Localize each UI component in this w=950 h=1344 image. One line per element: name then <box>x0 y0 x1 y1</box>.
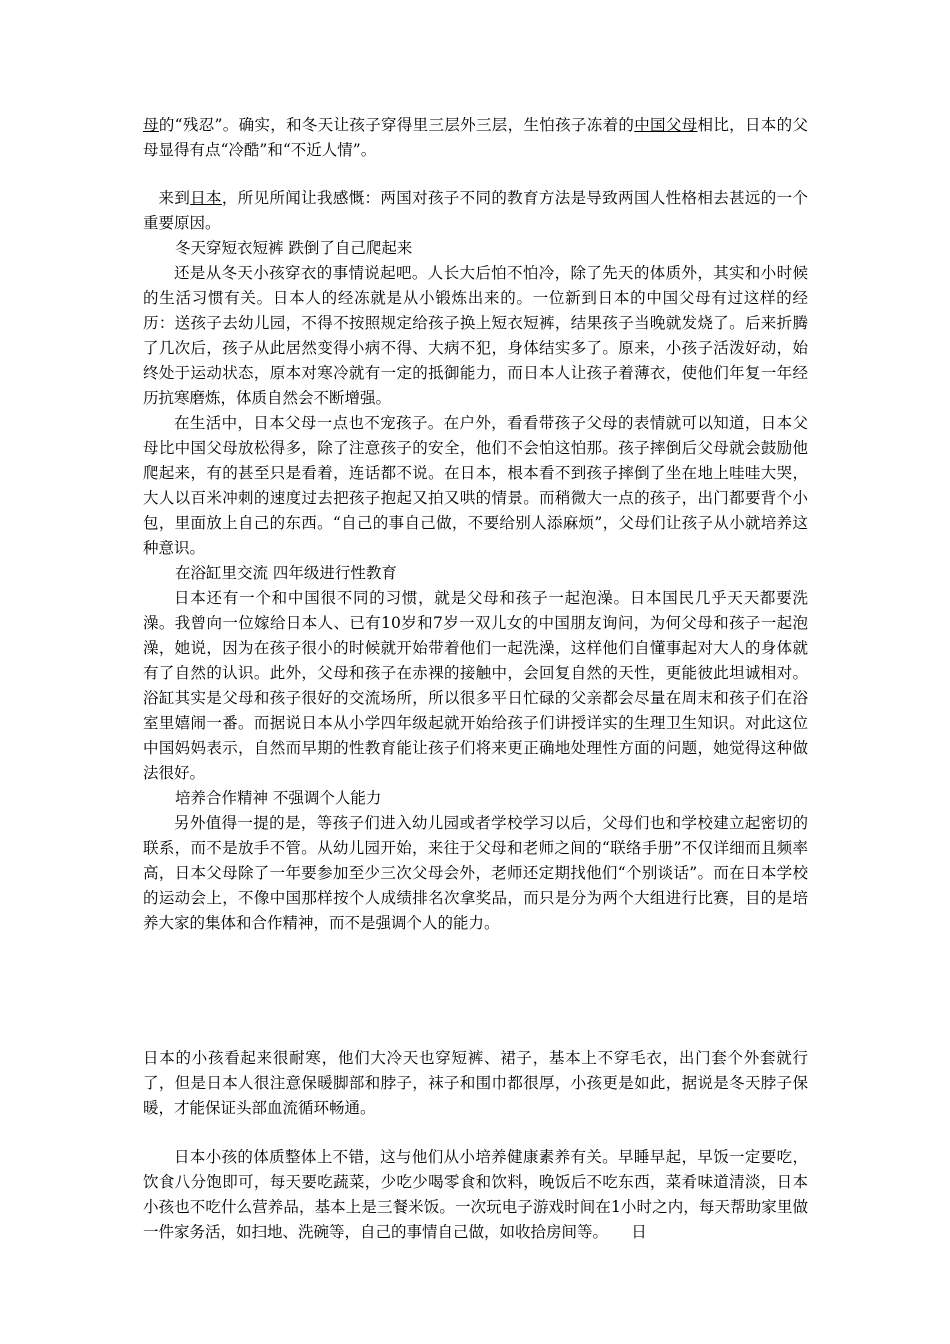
paragraph-1-text-end: 相比，日本的父母显得有点“冷酷”和“不近人情”。 <box>143 116 808 159</box>
paragraph-2-text-end: ，所见所闻让我感慨：两国对孩子不同的教育方法是导致两国人性格相去甚远的一个重要原因。 <box>143 189 808 232</box>
underlined-link-chinese-parents[interactable]: 中国父母 <box>634 116 698 134</box>
paragraph-1-text: 的“残忍”。确实，和冬天让孩子穿得里三层外三层，生怕孩子冻着的 <box>158 116 635 134</box>
document-page <box>143 113 808 1245</box>
paragraph-8: 日本小孩的体质整体上不错，这与他们从小培养健康素养有关。早睡早起，早饭一定要吃，饮食八分饱即可，每天要吃蔬菜，少吃少喝零食和饮料，晚饭后不吃东西，菜肴味道清淡，日本小孩也不吃什么营养品，基本上是三餐米饭。一次玩电子游戏时间在1小时之内，每天帮助家里做一件家务活，如扫地、洗碗等，自己的事情自己做，如收拾房间等。 日 <box>143 1148 808 1241</box>
underlined-link-japan[interactable]: 日本 <box>190 189 222 207</box>
section-heading-3: 培养合作精神 不强调个人能力 <box>175 789 382 807</box>
spacer <box>143 163 808 186</box>
paragraph-5: 日本还有一个和中国很不同的习惯，就是父母和孩子一起泡澡。日本国民几乎天天都要洗澡。我曾向一位嫁给日本人、已有10岁和7岁一双儿女的中国朋友询问，为何父母和孩子一起泡澡，她说，因为在孩子很小的时候就开始带着他们一起洗澡，这样他们自懂事起对大人的身体就有了自然的认识。此外，父母和孩子在赤裸的接触中，会回复自然的天性，更能彼此坦诚相对。浴缸其实是父母和孩子很好的交流场所，所以很多平日忙碌的父亲都会尽量在周末和孩子们在浴室里嬉闹一番。而据说日本从小学四年级起就开始给孩子们讲授详实的生理卫生知识。对此这位中国妈妈表示，自然而早期的性教育能让孩子们将来更正确地处理性方面的问题，她觉得这种做法很好。 <box>143 589 808 782</box>
paragraph-2-text: 来到 <box>158 189 191 207</box>
spacer <box>143 936 808 1046</box>
paragraph-6: 另外值得一提的是，等孩子们进入幼儿园或者学校学习以后，父母们也和学校建立起密切的联系，而不是放手不管。从幼儿园开始，来往于父母和老师之间的“联络手册”不仅详细而且频率高，日本父母除了一年要参加至少三次父母会外，老师还定期找他们“个别谈话”。而在日本学校的运动会上，不像中国那样按个人成绩排名次拿奖品，而只是分为两个大组进行比赛，目的是培养大家的集体和合作精神，而不是强调个人的能力。 <box>143 814 808 932</box>
spacer <box>143 1121 808 1145</box>
section-heading-2: 在浴缸里交流 四年级进行性教育 <box>175 564 397 582</box>
paragraph-4: 在生活中，日本父母一点也不宠孩子。在户外，看看带孩子父母的表情就可以知道，日本父母比中国父母放松得多，除了注意孩子的安全，他们不会怕这怕那。孩子摔倒后父母就会鼓励他爬起来，有的甚至只是看着，连话都不说。在日本，根本看不到孩子摔倒了坐在地上哇哇大哭，大人以百米冲刺的速度过去把孩子抱起又拍又哄的情景。而稍微大一点的孩子，出门都要背个小包，里面放上自己的东西。“自己的事自己做，不要给别人添麻烦”，父母们让孩子从小就培养这种意识。 <box>143 414 808 557</box>
paragraph-2 <box>143 186 808 236</box>
underlined-word-mu: 母 <box>143 116 159 134</box>
paragraph-7: 日本的小孩看起来很耐寒，他们大冷天也穿短裤、裙子，基本上不穿毛衣，出门套个外套就行了，但是日本人很注意保暖脚部和脖子，袜子和围巾都很厚，小孩更是如此，据说是冬天脖子保暖，才能保证头部血流循环畅通。 <box>143 1049 808 1117</box>
paragraph-3: 还是从冬天小孩穿衣的事情说起吧。人长大后怕不怕冷，除了先天的体质外，其实和小时候的生活习惯有关。日本人的经冻就是从小锻炼出来的。一位新到日本的中国父母有过这样的经历：送孩子去幼儿园，不得不按照规定给孩子换上短衣短裤，结果孩子当晚就发烧了。后来折腾了几次后，孩子从此居然变得小病不得、大病不犯，身体结实多了。原来，小孩子活泼好动，始终处于运动状态，原本对寒冷就有一定的抵御能力，而日本人让孩子着薄衣，使他们年复一年经历抗寒磨炼，体质自然会不断增强。 <box>143 264 808 407</box>
paragraph-1 <box>143 113 808 163</box>
section-heading-1: 冬天穿短衣短裤 跌倒了自己爬起来 <box>175 239 413 257</box>
